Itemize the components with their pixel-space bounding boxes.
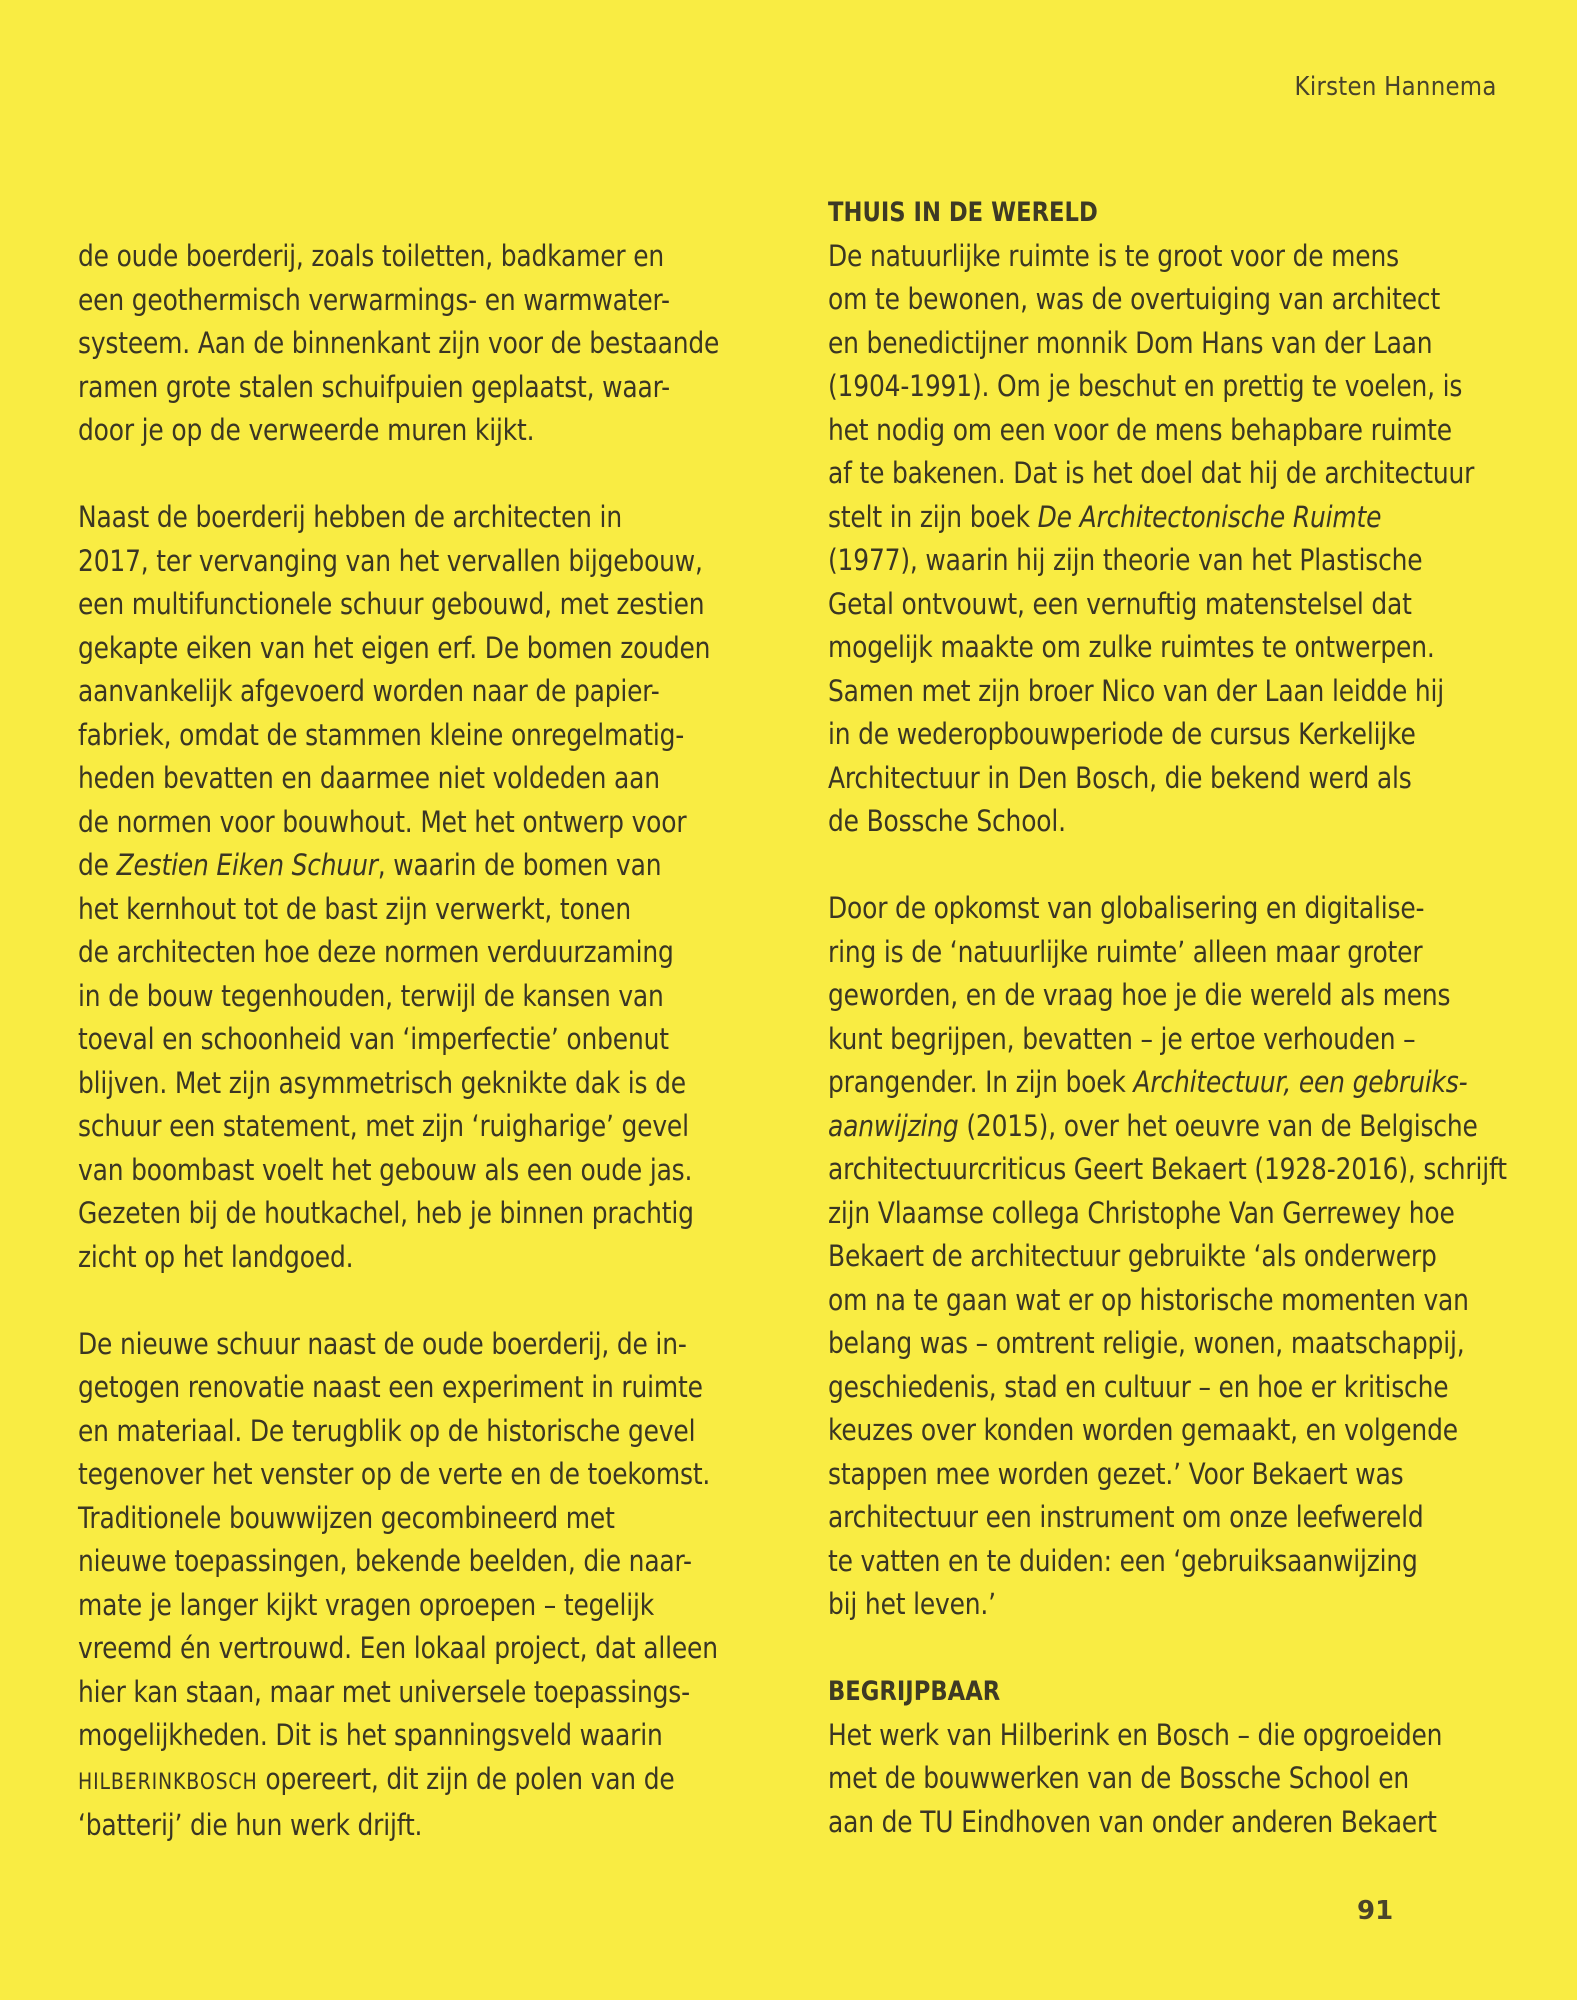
book-title: Architectuur, een gebruiks-	[1133, 1065, 1468, 1099]
text-line: architectuur een instrument om onze leefwereld	[828, 1500, 1424, 1534]
text-line: de normen voor bouwhout. Met het ontwerp voor	[78, 804, 687, 839]
text-line: Het werk van Hilberink en Bosch – die opgroeiden	[828, 1717, 1443, 1752]
section-heading: BEGRIJPBAAR	[828, 1676, 1001, 1707]
firm-name-smallcaps: HILBERINKBOSCH	[78, 1769, 258, 1795]
text-line: keuzes over konden worden gemaakt, en volgende	[828, 1413, 1458, 1447]
left-column	[78, 235, 768, 1848]
text-line: om te bewonen, was de overtuiging van architect	[828, 282, 1441, 316]
text-line: door je op de verweerde muren kijkt.	[78, 413, 535, 447]
text-line	[828, 1061, 1468, 1105]
paragraph	[78, 235, 768, 453]
text-line: kunt begrijpen, bevatten – je ertoe verhouden –	[828, 1021, 1416, 1056]
text-line: getogen renovatie naast een experiment in ruimte	[78, 1370, 703, 1404]
right-column	[828, 191, 1528, 1844]
text-line: te vatten en te duiden: een ‘gebruiksaanwijzing	[828, 1543, 1418, 1578]
paragraph	[828, 235, 1528, 844]
text-line: vreemd én vertrouwd. Een lokaal project, dat alleen	[78, 1631, 718, 1665]
text-line: 2017, ter vervanging van het vervallen bijgebouw,	[78, 543, 703, 578]
text-line	[828, 1105, 1478, 1149]
text-line: mogelijkheden. Dit is het spanningsveld waarin	[78, 1718, 663, 1752]
text-line: de architecten hoe deze normen verduurzaming	[78, 935, 674, 969]
text-line: in de wederopbouwperiode de cursus Kerkelijke	[828, 717, 1416, 751]
text-run: (2015), over het oeuvre van de Belgische	[958, 1108, 1478, 1143]
text-line: architectuurcriticus Geert Bekaert (1928-2016), schrijft	[828, 1152, 1507, 1186]
text-run: , waarin de bomen van	[377, 848, 662, 882]
text-line: hier kan staan, maar met universele toepassings-	[78, 1674, 690, 1709]
text-line: zijn Vlaamse collega Christophe Van Gerrewey hoe	[828, 1195, 1455, 1230]
paragraph	[78, 496, 768, 1279]
text-line: mate je langer kijkt vragen oproepen – tegelijk	[78, 1587, 655, 1622]
text-line: nieuwe toepassingen, bekende beelden, die naar-	[78, 1544, 692, 1578]
text-line: ramen grote stalen schuifpuien geplaatst, waar-	[78, 369, 670, 404]
text-line: met de bouwwerken van de Bossche School en	[828, 1761, 1410, 1795]
text-line: stappen mee worden gezet.’ Voor Bekaert was	[828, 1456, 1404, 1491]
text-run: de	[78, 848, 117, 882]
text-line: blijven. Met zijn asymmetrisch geknikte dak is de	[78, 1065, 686, 1100]
text-line: schuur een statement, met zijn ‘ruigharige’ gevel	[78, 1109, 689, 1143]
book-title: aanwijzing	[828, 1108, 959, 1143]
text-line: tegenover het venster op de verte en de toekomst.	[78, 1457, 711, 1491]
text-line: De nieuwe schuur naast de oude boerderij, de in-	[78, 1326, 687, 1361]
text-line: geworden, en de vraag hoe je die wereld als mens	[828, 978, 1451, 1012]
text-line: (1977), waarin hij zijn theorie van het Plastische	[828, 543, 1423, 577]
text-line: om na te gaan wat er op historische momenten van	[828, 1282, 1469, 1317]
text-line: Door de opkomst van globalisering en digitalise-	[828, 891, 1425, 925]
text-line: Gezeten bij de houtkachel, heb je binnen prachtig	[78, 1196, 694, 1230]
text-line: bij het leven.’	[828, 1587, 996, 1621]
text-line: de Bossche School.	[828, 804, 1066, 838]
text-line: systeem. Aan de binnenkant zijn voor de bestaande	[78, 326, 720, 360]
text-line: een geothermisch verwarmings- en warmwater-	[78, 282, 670, 317]
text-line: Architectuur in Den Bosch, die bekend werd als	[828, 760, 1412, 795]
text-line: Samen met zijn broer Nico van der Laan leidde hij	[828, 673, 1445, 708]
text-line: zicht op het landgoed.	[78, 1239, 354, 1274]
text-line: Naast de boerderij hebben de architecten in	[78, 500, 622, 534]
text-line: Bekaert de architectuur gebruikte ‘als onderwerp	[828, 1239, 1437, 1273]
text-line: de oude boerderij, zoals toiletten, badkamer en	[78, 239, 665, 273]
text-line	[78, 1758, 675, 1805]
text-line: geschiedenis, stad en cultuur – en hoe er kritische	[828, 1369, 1449, 1404]
text-line: het nodig om een voor de mens behapbare ruimte	[828, 412, 1452, 447]
text-run: stelt in zijn boek	[828, 499, 1038, 534]
text-line: aan de TU Eindhoven van onder anderen Bekaert	[828, 1804, 1437, 1839]
book-title: De Architectonische Ruimte	[1037, 499, 1382, 534]
running-head-author: Kirsten Hannema	[1294, 72, 1497, 102]
text-line: ‘batterij’ die hun werk drijft.	[78, 1808, 423, 1842]
text-line: belang was – omtrent religie, wonen, maatschappij,	[828, 1326, 1465, 1360]
text-line: mogelijk maakte om zulke ruimtes te ontwerpen.	[828, 630, 1435, 664]
paragraph	[78, 1323, 768, 1848]
text-line: het kernhout tot de bast zijn verwerkt, tonen	[78, 891, 631, 926]
text-line: van boombast voelt het gebouw als een oude jas.	[78, 1152, 693, 1187]
text-line: aanvankelijk afgevoerd worden naar de papier-	[78, 674, 660, 708]
section-heading: THUIS IN DE WERELD	[828, 197, 1098, 228]
text-line: ring is de ‘natuurlijke ruimte’ alleen maar groter	[828, 934, 1423, 969]
text-line: De natuurlijke ruimte is te groot voor de mens	[828, 238, 1399, 273]
text-line: Traditionele bouwwijzen gecombineerd met	[78, 1500, 615, 1535]
text-line: af te bakenen. Dat is het doel dat hij de architectuur	[828, 456, 1475, 490]
text-line	[828, 496, 1430, 540]
text-line: fabriek, omdat de stammen kleine onregelmatig-	[78, 717, 685, 752]
text-line: heden bevatten en daarmee niet voldeden aan	[78, 761, 660, 795]
text-line: gekapte eiken van het eigen erf. De bomen zouden	[78, 630, 711, 665]
text-line: Getal ontvouwt, een vernuftig matenstelsel dat	[828, 586, 1412, 621]
text-line: een multifunctionele schuur gebouwd, met zestien	[78, 587, 705, 621]
text-line: en benedictijner monnik Dom Hans van der Laan	[828, 325, 1433, 360]
text-line	[78, 844, 671, 888]
text-line: en materiaal. De terugblik op de historische gevel	[78, 1413, 696, 1448]
text-line: toeval en schoonheid van ‘imperfectie’ onbenut	[78, 1022, 669, 1056]
paragraph	[828, 887, 1528, 1627]
paragraph	[828, 1714, 1528, 1845]
page-number: 91	[1357, 1896, 1394, 1926]
book-title: Zestien Eiken Schuur	[116, 848, 378, 882]
text-run: opereert, dit zijn de polen van de	[257, 1761, 675, 1796]
text-line: (1904-1991). Om je beschut en prettig te voelen, is	[828, 369, 1463, 403]
text-run: prangender. In zijn boek	[828, 1065, 1134, 1099]
text-line: in de bouw tegenhouden, terwijl de kansen van	[78, 978, 664, 1013]
